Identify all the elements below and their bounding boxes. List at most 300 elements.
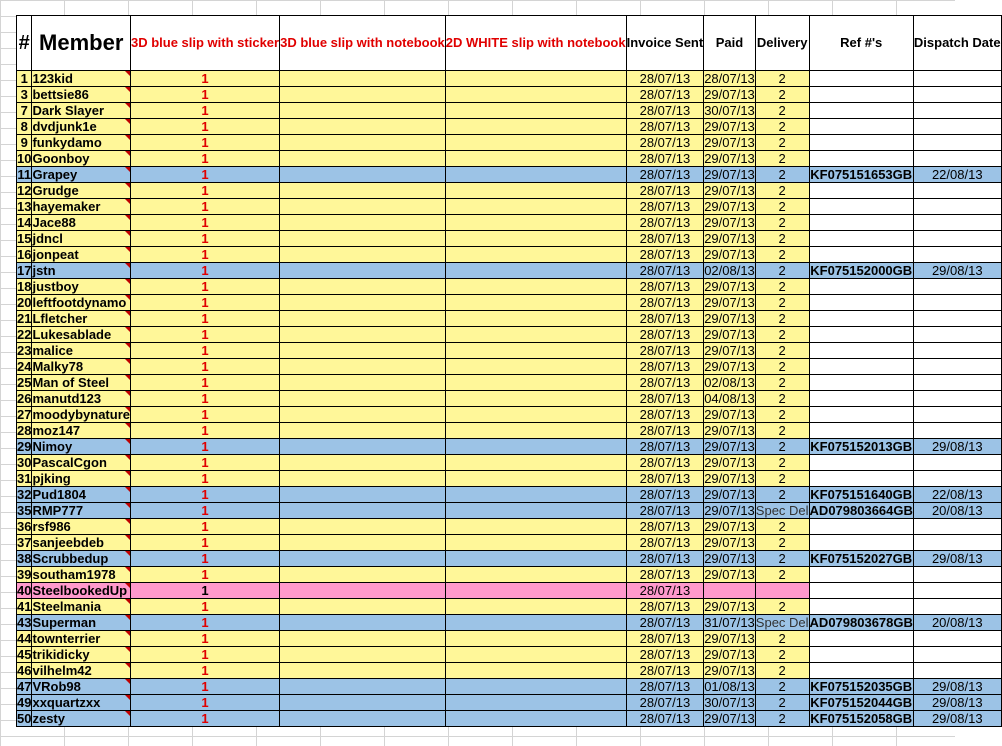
cell-3d-blue-sticker[interactable]: 1 (130, 311, 279, 327)
cell-invoice-sent[interactable]: 28/07/13 (626, 215, 704, 231)
cell-number[interactable]: 9 (17, 135, 32, 151)
cell-ref[interactable] (809, 631, 913, 647)
cell-member[interactable]: funkydamo (32, 135, 131, 151)
cell-invoice-sent[interactable]: 28/07/13 (626, 327, 704, 343)
cell-delivery[interactable]: 2 (755, 455, 809, 471)
cell-2d-white-notebook[interactable] (445, 391, 626, 407)
cell-number[interactable]: 1 (17, 71, 32, 87)
cell-2d-white-notebook[interactable] (445, 375, 626, 391)
cell-member[interactable]: moz147 (32, 423, 131, 439)
cell-3d-blue-notebook[interactable] (280, 615, 446, 631)
cell-2d-white-notebook[interactable] (445, 551, 626, 567)
cell-member[interactable]: VRob98 (32, 679, 131, 695)
cell-2d-white-notebook[interactable] (445, 215, 626, 231)
cell-2d-white-notebook[interactable] (445, 711, 626, 727)
cell-number[interactable]: 25 (17, 375, 32, 390)
cell-3d-blue-sticker[interactable]: 1 (130, 519, 279, 535)
cell-dispatch-date[interactable] (913, 423, 1001, 439)
cell-3d-blue-notebook[interactable] (280, 631, 446, 647)
cell-invoice-sent[interactable]: 28/07/13 (626, 167, 704, 183)
cell-paid[interactable]: 29/07/13 (704, 599, 755, 614)
cell-3d-blue-notebook[interactable] (280, 503, 446, 519)
cell-3d-blue-notebook[interactable] (280, 423, 446, 439)
cell-ref[interactable]: KF075152035GB (810, 679, 913, 694)
cell-3d-blue-notebook[interactable] (280, 343, 446, 359)
cell-3d-blue-notebook[interactable] (280, 151, 446, 167)
cell-delivery[interactable]: 2 (755, 599, 809, 615)
cell-paid[interactable]: 29/07/13 (704, 663, 755, 678)
cell-member[interactable]: RMP777 (32, 503, 131, 519)
cell-3d-blue-notebook[interactable] (280, 311, 446, 327)
cell-3d-blue-sticker[interactable]: 1 (130, 71, 279, 87)
cell-2d-white-notebook[interactable] (445, 135, 626, 151)
cell-dispatch-date[interactable]: 29/08/13 (913, 439, 1001, 455)
cell-2d-white-notebook[interactable] (445, 519, 626, 535)
cell-paid[interactable]: 02/08/13 (704, 375, 755, 390)
cell-3d-blue-notebook[interactable] (280, 487, 446, 503)
cell-paid[interactable]: 29/07/13 (704, 87, 755, 102)
cell-paid[interactable]: 29/07/13 (704, 135, 755, 150)
cell-dispatch-date[interactable] (913, 151, 1001, 167)
cell-invoice-sent[interactable]: 28/07/13 (626, 407, 704, 423)
cell-2d-white-notebook[interactable] (445, 199, 626, 215)
cell-member[interactable]: jonpeat (32, 247, 131, 263)
cell-dispatch-date[interactable]: 22/08/13 (913, 167, 1001, 183)
cell-delivery[interactable]: 2 (755, 519, 809, 535)
cell-invoice-sent[interactable]: 28/07/13 (626, 103, 704, 119)
cell-3d-blue-sticker[interactable]: 1 (130, 327, 279, 343)
cell-ref[interactable] (809, 407, 913, 423)
cell-2d-white-notebook[interactable] (445, 615, 626, 631)
cell-number[interactable]: 12 (17, 183, 32, 198)
cell-paid[interactable]: 29/07/13 (704, 567, 755, 582)
cell-dispatch-date[interactable] (913, 119, 1001, 135)
cell-number[interactable]: 15 (17, 231, 32, 246)
cell-number[interactable]: 20 (17, 295, 32, 310)
cell-3d-blue-notebook[interactable] (280, 583, 446, 599)
cell-3d-blue-notebook[interactable] (280, 407, 446, 423)
header-member[interactable]: Member (32, 16, 131, 71)
cell-ref[interactable]: AD079803678GB (809, 615, 913, 630)
cell-member[interactable]: Jace88 (32, 215, 131, 231)
cell-2d-white-notebook[interactable] (445, 647, 626, 663)
header-invoice-sent[interactable]: Invoice Sent (626, 16, 704, 71)
cell-dispatch-date[interactable] (913, 455, 1001, 471)
cell-3d-blue-sticker[interactable]: 1 (130, 599, 279, 615)
cell-invoice-sent[interactable]: 28/07/13 (626, 199, 704, 215)
cell-2d-white-notebook[interactable] (445, 87, 626, 103)
cell-2d-white-notebook[interactable] (445, 311, 626, 327)
cell-number[interactable]: 37 (17, 535, 32, 550)
cell-invoice-sent[interactable]: 28/07/13 (626, 423, 704, 439)
cell-invoice-sent[interactable]: 28/07/13 (626, 135, 704, 151)
cell-member[interactable]: jdncl (32, 231, 131, 247)
cell-invoice-sent[interactable]: 28/07/13 (626, 519, 704, 535)
cell-invoice-sent[interactable]: 28/07/13 (626, 359, 704, 375)
cell-paid[interactable]: 29/07/13 (704, 423, 755, 438)
cell-3d-blue-notebook[interactable] (280, 199, 446, 215)
cell-delivery[interactable]: 2 (755, 471, 809, 487)
cell-3d-blue-notebook[interactable] (280, 695, 446, 711)
cell-delivery[interactable]: 2 (755, 679, 809, 695)
cell-member[interactable]: dvdjunk1e (32, 119, 131, 135)
cell-3d-blue-sticker[interactable]: 1 (130, 375, 279, 391)
cell-member[interactable]: leftfootdynamo (32, 295, 131, 311)
cell-dispatch-date[interactable] (913, 359, 1001, 375)
cell-3d-blue-sticker[interactable]: 1 (130, 455, 279, 471)
cell-member[interactable]: malice (32, 343, 131, 359)
cell-3d-blue-sticker[interactable]: 1 (130, 199, 279, 215)
cell-2d-white-notebook[interactable] (445, 71, 626, 87)
cell-invoice-sent[interactable]: 28/07/13 (626, 231, 704, 247)
cell-2d-white-notebook[interactable] (445, 151, 626, 167)
cell-member[interactable]: xxquartzxx (32, 695, 131, 711)
cell-paid[interactable]: 29/07/13 (704, 519, 755, 534)
cell-number[interactable]: 14 (17, 215, 32, 230)
cell-delivery[interactable]: 2 (755, 87, 809, 103)
cell-member[interactable]: zesty (32, 711, 131, 727)
cell-invoice-sent[interactable]: 28/07/13 (626, 471, 704, 487)
cell-2d-white-notebook[interactable] (445, 359, 626, 375)
cell-paid[interactable]: 30/07/13 (704, 695, 755, 710)
cell-3d-blue-notebook[interactable] (280, 103, 446, 119)
cell-2d-white-notebook[interactable] (445, 167, 626, 183)
cell-dispatch-date[interactable]: 20/08/13 (913, 503, 1001, 519)
cell-dispatch-date[interactable] (913, 295, 1001, 311)
cell-paid[interactable]: 29/07/13 (704, 359, 755, 374)
cell-2d-white-notebook[interactable] (445, 423, 626, 439)
cell-delivery[interactable]: Spec Del (755, 615, 809, 630)
cell-2d-white-notebook[interactable] (445, 263, 626, 279)
cell-paid[interactable]: 29/07/13 (704, 311, 755, 326)
cell-member[interactable]: Scrubbedup (32, 551, 131, 567)
cell-2d-white-notebook[interactable] (445, 327, 626, 343)
cell-2d-white-notebook[interactable] (445, 407, 626, 423)
cell-2d-white-notebook[interactable] (445, 439, 626, 455)
cell-delivery[interactable]: 2 (755, 263, 809, 279)
cell-3d-blue-notebook[interactable] (280, 535, 446, 551)
cell-2d-white-notebook[interactable] (445, 663, 626, 679)
cell-member[interactable]: Malky78 (32, 359, 131, 375)
cell-member[interactable]: PascalCgon (32, 455, 131, 471)
cell-ref[interactable] (809, 647, 913, 663)
cell-delivery[interactable]: 2 (755, 103, 809, 119)
cell-ref[interactable] (809, 535, 913, 551)
cell-dispatch-date[interactable]: 29/08/13 (913, 679, 1001, 695)
cell-member[interactable]: townterrier (32, 631, 131, 647)
cell-number[interactable]: 30 (17, 455, 32, 470)
cell-dispatch-date[interactable] (913, 247, 1001, 263)
cell-ref[interactable] (809, 135, 913, 151)
cell-delivery[interactable]: 2 (755, 423, 809, 439)
cell-3d-blue-sticker[interactable]: 1 (130, 247, 279, 263)
cell-delivery[interactable]: 2 (755, 71, 809, 87)
cell-3d-blue-notebook[interactable] (280, 567, 446, 583)
cell-number[interactable]: 41 (17, 599, 32, 614)
cell-paid[interactable]: 29/07/13 (704, 631, 755, 646)
cell-invoice-sent[interactable]: 28/07/13 (626, 279, 704, 295)
cell-paid[interactable]: 04/08/13 (704, 391, 755, 406)
cell-3d-blue-sticker[interactable]: 1 (130, 663, 279, 679)
cell-invoice-sent[interactable]: 28/07/13 (626, 391, 704, 407)
cell-number[interactable]: 21 (17, 311, 32, 326)
cell-invoice-sent[interactable]: 28/07/13 (626, 503, 704, 519)
cell-2d-white-notebook[interactable] (445, 295, 626, 311)
cell-member[interactable]: Grapey (32, 167, 131, 183)
cell-ref[interactable] (809, 327, 913, 343)
cell-dispatch-date[interactable]: 29/08/13 (913, 263, 1001, 279)
cell-number[interactable]: 3 (17, 87, 32, 103)
cell-invoice-sent[interactable]: 28/07/13 (626, 487, 704, 503)
cell-invoice-sent[interactable]: 28/07/13 (626, 87, 704, 103)
cell-member[interactable]: southam1978 (32, 567, 131, 583)
cell-3d-blue-notebook[interactable] (280, 519, 446, 535)
cell-dispatch-date[interactable] (913, 87, 1001, 103)
header-dispatch-date[interactable]: Dispatch Date (913, 16, 1001, 71)
cell-invoice-sent[interactable]: 28/07/13 (626, 439, 704, 455)
cell-3d-blue-sticker[interactable]: 1 (130, 295, 279, 311)
cell-ref[interactable] (809, 391, 913, 407)
cell-2d-white-notebook[interactable] (445, 183, 626, 199)
cell-3d-blue-sticker[interactable]: 1 (130, 647, 279, 663)
cell-3d-blue-notebook[interactable] (280, 183, 446, 199)
cell-member[interactable]: bettsie86 (32, 87, 131, 103)
cell-delivery[interactable]: 2 (755, 695, 809, 711)
cell-paid[interactable]: 29/07/13 (704, 279, 755, 294)
cell-paid[interactable]: 29/07/13 (704, 647, 755, 662)
cell-3d-blue-sticker[interactable]: 1 (130, 183, 279, 199)
cell-number[interactable]: 18 (17, 279, 32, 294)
cell-3d-blue-sticker[interactable]: 1 (130, 711, 279, 727)
header-2d-white-notebook[interactable]: 2D WHITE slip with notebook (445, 16, 626, 71)
cell-member[interactable]: SteelbookedUp (32, 583, 131, 599)
cell-number[interactable]: 38 (17, 551, 32, 566)
cell-2d-white-notebook[interactable] (445, 279, 626, 295)
cell-dispatch-date[interactable] (913, 183, 1001, 199)
cell-ref[interactable] (809, 455, 913, 471)
cell-paid[interactable]: 30/07/13 (704, 103, 755, 118)
cell-number[interactable]: 17 (17, 263, 32, 278)
cell-ref[interactable] (809, 375, 913, 391)
cell-3d-blue-sticker[interactable]: 1 (130, 215, 279, 231)
cell-delivery[interactable]: 2 (755, 135, 809, 151)
cell-3d-blue-notebook[interactable] (280, 279, 446, 295)
cell-number[interactable]: 31 (17, 471, 32, 486)
cell-3d-blue-sticker[interactable]: 1 (130, 695, 279, 711)
cell-2d-white-notebook[interactable] (445, 695, 626, 711)
cell-dispatch-date[interactable] (913, 231, 1001, 247)
cell-member[interactable]: Man of Steel (32, 375, 131, 391)
cell-3d-blue-notebook[interactable] (280, 247, 446, 263)
cell-member[interactable]: Pud1804 (32, 487, 131, 503)
cell-ref[interactable] (809, 359, 913, 375)
cell-paid[interactable]: 29/07/13 (704, 231, 755, 246)
cell-delivery[interactable]: 2 (755, 647, 809, 663)
cell-2d-white-notebook[interactable] (445, 247, 626, 263)
cell-ref[interactable] (809, 71, 913, 87)
cell-delivery[interactable]: 2 (755, 407, 809, 423)
cell-paid[interactable]: 29/07/13 (704, 551, 755, 566)
cell-dispatch-date[interactable] (913, 215, 1001, 231)
cell-3d-blue-notebook[interactable] (280, 711, 446, 727)
cell-member[interactable]: justboy (32, 279, 131, 295)
cell-paid[interactable] (704, 583, 756, 599)
cell-member[interactable]: manutd123 (32, 391, 131, 407)
cell-paid[interactable]: 29/07/13 (704, 487, 755, 502)
cell-3d-blue-sticker[interactable]: 1 (130, 567, 279, 583)
cell-3d-blue-notebook[interactable] (280, 375, 446, 391)
cell-invoice-sent[interactable]: 28/07/13 (626, 567, 704, 583)
cell-ref[interactable] (809, 519, 913, 535)
cell-paid[interactable]: 31/07/13 (704, 615, 755, 630)
cell-member[interactable]: rsf986 (32, 519, 131, 535)
cell-3d-blue-notebook[interactable] (280, 167, 446, 183)
cell-dispatch-date[interactable]: 22/08/13 (913, 487, 1001, 503)
cell-3d-blue-sticker[interactable]: 1 (130, 551, 279, 567)
cell-paid[interactable]: 29/07/13 (704, 535, 755, 550)
cell-delivery[interactable]: 2 (755, 663, 809, 679)
cell-paid[interactable]: 29/07/13 (704, 327, 755, 342)
cell-dispatch-date[interactable] (913, 663, 1001, 679)
cell-delivery[interactable]: 2 (755, 183, 809, 199)
cell-ref[interactable]: KF075151653GB (810, 167, 913, 182)
cell-3d-blue-notebook[interactable] (280, 663, 446, 679)
cell-ref[interactable] (809, 103, 913, 119)
cell-member[interactable]: moodybynature (32, 407, 130, 422)
cell-2d-white-notebook[interactable] (445, 119, 626, 135)
cell-delivery[interactable]: 2 (755, 215, 809, 231)
cell-member[interactable]: sanjeebdeb (32, 535, 131, 551)
header-number[interactable]: # (17, 16, 32, 71)
cell-dispatch-date[interactable] (913, 327, 1001, 343)
cell-3d-blue-sticker[interactable]: 1 (130, 151, 279, 167)
cell-delivery[interactable]: 2 (755, 151, 809, 167)
cell-3d-blue-sticker[interactable]: 1 (130, 279, 279, 295)
cell-number[interactable]: 39 (17, 567, 32, 582)
cell-invoice-sent[interactable]: 28/07/13 (626, 247, 704, 263)
cell-member[interactable]: Goonboy (32, 151, 131, 167)
cell-3d-blue-sticker[interactable]: 1 (130, 615, 279, 631)
cell-member[interactable]: Lfletcher (32, 311, 131, 327)
cell-invoice-sent[interactable]: 28/07/13 (626, 183, 704, 199)
cell-invoice-sent[interactable]: 28/07/13 (626, 263, 704, 279)
cell-paid[interactable]: 29/07/13 (704, 503, 755, 518)
cell-delivery[interactable]: 2 (755, 295, 809, 311)
cell-ref[interactable] (809, 343, 913, 359)
cell-dispatch-date[interactable] (913, 199, 1001, 215)
cell-delivery[interactable]: 2 (755, 327, 809, 343)
cell-number[interactable]: 27 (17, 407, 32, 422)
cell-number[interactable]: 11 (17, 167, 32, 182)
cell-member[interactable]: Dark Slayer (32, 103, 131, 119)
cell-3d-blue-notebook[interactable] (280, 471, 446, 487)
header-3d-blue-notebook[interactable]: 3D blue slip with notebook (280, 16, 446, 71)
cell-3d-blue-sticker[interactable]: 1 (130, 343, 279, 359)
cell-3d-blue-notebook[interactable] (280, 455, 446, 471)
cell-number[interactable]: 45 (17, 647, 32, 662)
cell-paid[interactable]: 29/07/13 (704, 295, 755, 310)
cell-dispatch-date[interactable] (913, 647, 1001, 663)
cell-3d-blue-notebook[interactable] (280, 119, 446, 135)
cell-invoice-sent[interactable]: 28/07/13 (626, 711, 704, 727)
cell-ref[interactable] (809, 215, 913, 231)
cell-2d-white-notebook[interactable] (445, 471, 626, 487)
cell-3d-blue-sticker[interactable]: 1 (130, 359, 279, 375)
cell-number[interactable]: 22 (17, 327, 32, 342)
cell-3d-blue-notebook[interactable] (280, 295, 446, 311)
cell-invoice-sent[interactable]: 28/07/13 (626, 631, 704, 647)
cell-3d-blue-notebook[interactable] (280, 391, 446, 407)
cell-invoice-sent[interactable]: 28/07/13 (626, 311, 704, 327)
cell-3d-blue-notebook[interactable] (280, 71, 446, 87)
cell-invoice-sent[interactable]: 28/07/13 (626, 679, 704, 695)
cell-2d-white-notebook[interactable] (445, 231, 626, 247)
cell-ref[interactable] (809, 119, 913, 135)
cell-delivery[interactable]: 2 (755, 231, 809, 247)
cell-delivery[interactable]: 2 (755, 391, 809, 407)
cell-2d-white-notebook[interactable] (445, 567, 626, 583)
cell-2d-white-notebook[interactable] (445, 455, 626, 471)
cell-number[interactable]: 35 (17, 503, 32, 518)
cell-number[interactable]: 29 (17, 439, 32, 454)
cell-dispatch-date[interactable] (913, 471, 1001, 487)
cell-3d-blue-notebook[interactable] (280, 231, 446, 247)
cell-3d-blue-sticker[interactable]: 1 (130, 263, 279, 279)
cell-number[interactable]: 23 (17, 343, 32, 358)
cell-invoice-sent[interactable]: 28/07/13 (626, 647, 704, 663)
cell-number[interactable]: 32 (17, 487, 32, 502)
cell-ref[interactable]: AD079803664GB (809, 503, 913, 518)
cell-2d-white-notebook[interactable] (445, 679, 626, 695)
cell-number[interactable]: 8 (17, 119, 32, 135)
cell-member[interactable]: pjking (32, 471, 131, 487)
cell-dispatch-date[interactable] (913, 583, 1001, 599)
cell-3d-blue-notebook[interactable] (280, 439, 446, 455)
cell-ref[interactable] (809, 247, 913, 263)
cell-dispatch-date[interactable]: 29/08/13 (913, 711, 1001, 727)
cell-invoice-sent[interactable]: 28/07/13 (626, 551, 704, 567)
cell-dispatch-date[interactable] (913, 567, 1001, 583)
cell-member[interactable]: vilhelm42 (32, 663, 131, 679)
cell-member[interactable]: Steelmania (32, 599, 131, 615)
cell-dispatch-date[interactable] (913, 135, 1001, 151)
cell-ref[interactable]: KF075152013GB (810, 439, 913, 454)
cell-paid[interactable]: 29/07/13 (704, 199, 755, 214)
cell-delivery[interactable]: 2 (755, 567, 809, 583)
cell-ref[interactable] (809, 663, 913, 679)
cell-delivery[interactable]: 2 (755, 711, 809, 727)
cell-invoice-sent[interactable]: 28/07/13 (626, 615, 704, 631)
cell-number[interactable]: 49 (17, 695, 32, 710)
cell-paid[interactable]: 29/07/13 (704, 183, 755, 198)
cell-3d-blue-sticker[interactable]: 1 (130, 679, 279, 695)
cell-ref[interactable] (809, 151, 913, 167)
cell-dispatch-date[interactable] (913, 535, 1001, 551)
cell-number[interactable]: 47 (17, 679, 32, 694)
cell-ref[interactable]: KF075151640GB (810, 487, 913, 502)
cell-ref[interactable] (809, 423, 913, 439)
cell-3d-blue-sticker[interactable]: 1 (130, 631, 279, 647)
header-refs[interactable]: Ref #'s (809, 16, 913, 71)
cell-number[interactable]: 46 (17, 663, 32, 678)
cell-number[interactable]: 28 (17, 423, 32, 438)
cell-2d-white-notebook[interactable] (445, 631, 626, 647)
cell-paid[interactable]: 29/07/13 (704, 215, 755, 230)
cell-ref[interactable] (809, 471, 913, 487)
cell-member[interactable]: Grudge (32, 183, 131, 199)
cell-paid[interactable]: 29/07/13 (704, 407, 755, 422)
cell-delivery[interactable]: Spec Del (755, 503, 809, 518)
